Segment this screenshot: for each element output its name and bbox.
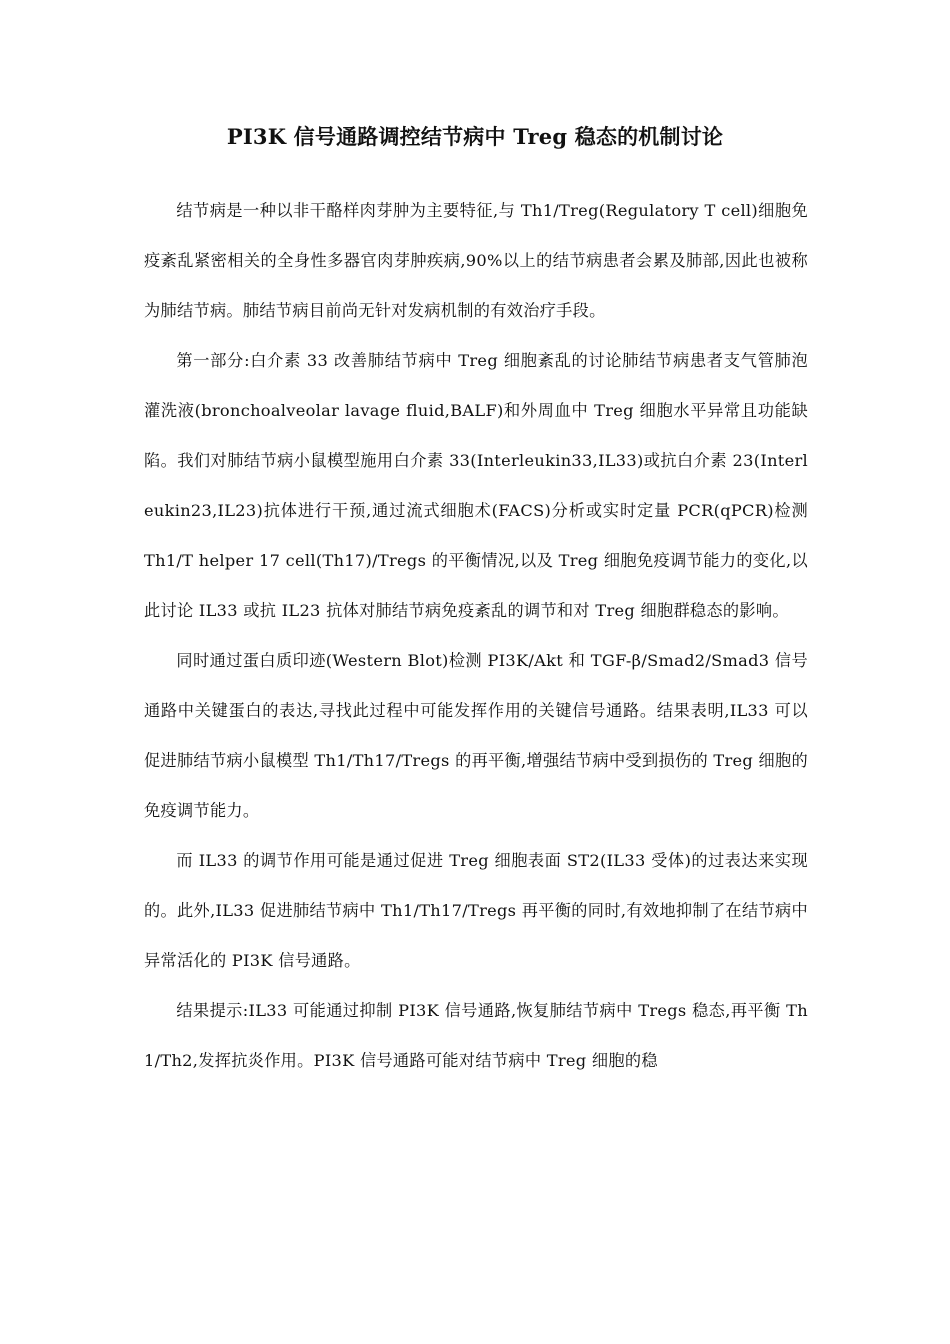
paragraph-st2-mechanism: 而 IL33 的调节作用可能是通过促进 Treg 细胞表面 ST2(IL33 受体)的过表达来实现的。此外,IL33 促进肺结节病中 Th1/Th17/Tregs 再平衡的同时,有效地抑制了在结节病中异常活化的 PI3K 信号通路。 bbox=[144, 851, 808, 970]
paragraph-intro: 结节病是一种以非干酪样肉芽肿为主要特征,与 Th1/Treg(Regulatory T cell)细胞免疫紊乱紧密相关的全身性多器官肉芽肿疾病,90%以上的结节病患者会累及肺部,因此也被称为肺结节病。肺结节病目前尚无针对发病机制的有效治疗手段。 bbox=[144, 201, 808, 320]
document-body bbox=[144, 186, 808, 1086]
document-title: PI3K 信号通路调控结节病中 Treg 稳态的机制讨论 bbox=[226, 124, 724, 149]
paragraph-part-one: 第一部分:白介素 33 改善肺结节病中 Treg 细胞紊乱的讨论肺结节病患者支气管肺泡灌洗液(bronchoalveolar lavage fluid,BALF)和外周血中 Treg 细胞水平异常且功能缺陷。我们对肺结节病小鼠模型施用白介素 33(Interleukin33,IL33)或抗白介素 23(Interleukin23,IL23)抗体进行干预,通过流式细胞术(FACS)分析或实时定量 PCR(qPCR)检测 Th1/T helper 17 cell(Th17)/Tregs 的平衡情况,以及 Treg 细胞免疫调节能力的变化,以此讨论 IL33 或抗 IL23 抗体对肺结节病免疫紊乱的调节和对 Treg 细胞群稳态的影响。 bbox=[144, 351, 808, 620]
paragraph-western-blot: 同时通过蛋白质印迹(Western Blot)检测 PI3K/Akt 和 TGF-β/Smad2/Smad3 信号通路中关键蛋白的表达,寻找此过程中可能发挥作用的关键信号通路。结果表明,IL33 可以促进肺结节病小鼠模型 Th1/Th17/Tregs 的再平衡,增强结节病中受到损伤的 Treg 细胞的免疫调节能力。 bbox=[144, 651, 808, 820]
paragraph-conclusion: 结果提示:IL33 可能通过抑制 PI3K 信号通路,恢复肺结节病中 Tregs 稳态,再平衡 Th1/Th2,发挥抗炎作用。PI3K 信号通路可能对结节病中 Treg 细胞的稳 bbox=[144, 1001, 808, 1070]
